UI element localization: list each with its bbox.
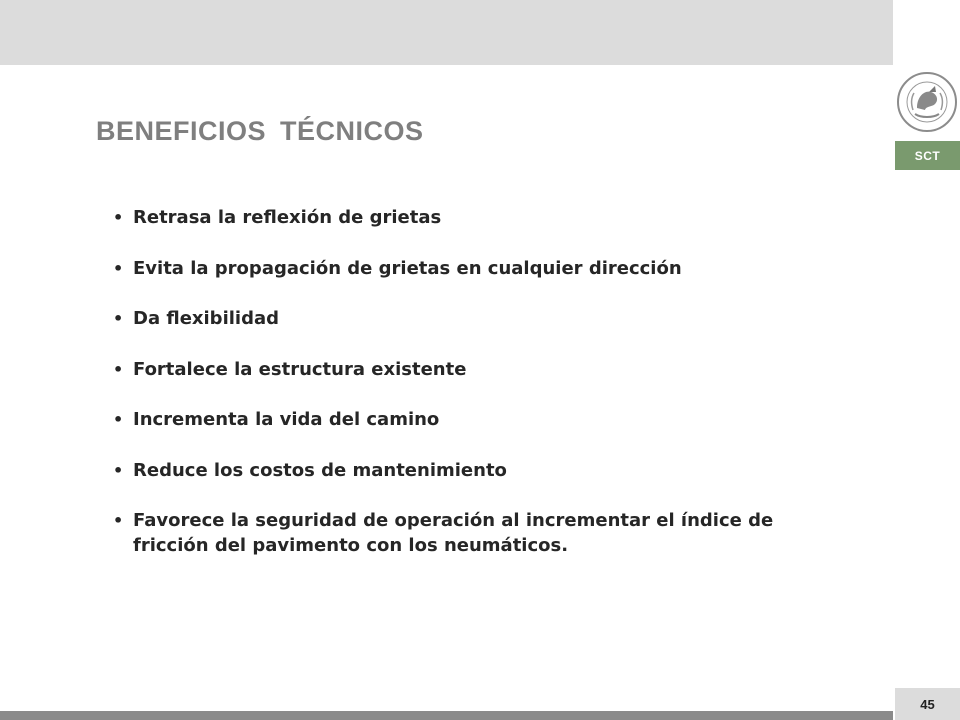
bullet-icon: • xyxy=(113,460,124,480)
list-item xyxy=(113,458,813,483)
bullet-icon: • xyxy=(113,258,124,278)
page-number: 45 xyxy=(920,696,935,712)
list-item-text: Evita la propagación de grietas en cualquier dirección xyxy=(133,257,682,279)
list-item xyxy=(113,508,813,558)
list-item xyxy=(113,357,813,382)
page-number-box xyxy=(895,688,960,720)
header-band xyxy=(0,0,893,65)
mexico-coat-of-arms-icon xyxy=(895,70,960,135)
bullet-icon: • xyxy=(113,511,124,530)
list-item-text: Favorece la seguridad de operación al incrementar el índice de fricción del pavimento con los neumáticos. xyxy=(133,510,774,556)
slide-title: BENEFICIOS TÉCNICOS xyxy=(96,116,424,146)
list-item xyxy=(113,407,813,432)
bullet-icon: • xyxy=(113,309,124,328)
list-item-text: Retrasa la reflexión de grietas xyxy=(133,207,442,228)
list-item xyxy=(113,306,813,331)
list-item xyxy=(113,205,813,230)
bullet-icon: • xyxy=(113,359,124,379)
benefits-list xyxy=(113,205,813,584)
list-item-text: Fortalece la estructura existente xyxy=(133,358,467,380)
list-item-text: Da flexibilidad xyxy=(133,308,279,329)
footer-band xyxy=(0,711,893,720)
list-item xyxy=(113,256,813,281)
list-item-text: Reduce los costos de mantenimiento xyxy=(133,459,507,481)
sct-badge xyxy=(895,141,960,170)
bullet-icon: • xyxy=(113,410,124,429)
bullet-icon: • xyxy=(113,208,124,227)
list-item-text: Incrementa la vida del camino xyxy=(133,409,440,430)
sct-badge-label: SCT xyxy=(914,148,941,163)
